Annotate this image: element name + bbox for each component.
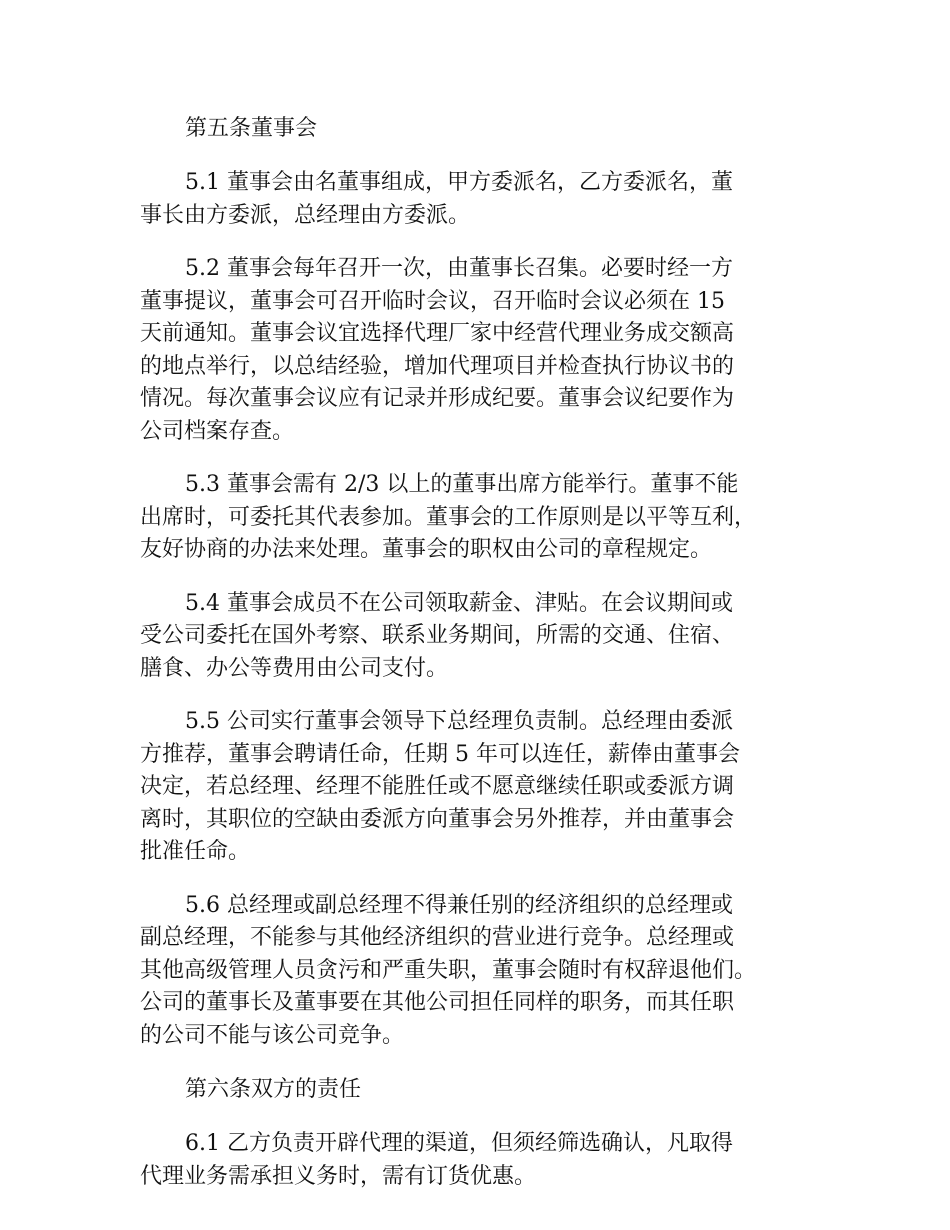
text-line: 出席时，可委托其代表参加。董事会的工作原则是以平等互利， [140,504,757,530]
paragraph-5-6 [140,890,830,1053]
paragraph-5-5 [140,706,830,869]
text-line: 5.3 董事会需有 2/3 以上的董事出席方能举行。董事不能 [185,472,739,497]
text-line: 情况。每次董事会议应有记录并形成纪要。董事会议纪要作为 [140,386,735,411]
text-line: 公司的董事长及董事要在其他公司担任同样的职务，而其任职 [140,990,735,1015]
text-line: 友好协商的办法来处理。董事会的职权由公司的章程规定。 [140,537,713,562]
paragraph-6-1 [140,1128,830,1193]
text-line: 5.2 董事会每年召开一次，由董事长召集。必要时经一方 [185,256,733,281]
text-line: 膳食、办公等费用由公司支付。 [140,655,449,681]
article-5-heading: 第五条董事会 [185,116,318,141]
text-line: 离时，其职位的空缺由委派方向董事会另外推荐，并由董事会 [140,806,735,832]
text-line: 其他高级管理人员贪污和严重失职，董事会随时有权辞退他们。 [140,957,757,983]
paragraph-5-2 [140,253,830,448]
document-page [140,112,830,1214]
text-line: 的地点举行，以总结经验，增加代理项目并检查执行协议书的 [140,353,735,379]
text-line: 5.6 总经理或副总经理不得兼任别的经济组织的总经理或 [185,892,733,918]
text-line: 代理业务需承担义务时，需有订货优惠。 [140,1163,537,1189]
paragraph-5-3 [140,469,830,567]
text-line: 5.5 公司实行董事会领导下总经理负责制。总经理由委派 [185,709,733,734]
text-line: 董事提议，董事会可召开临时会议，召开临时会议必须在 15 [140,288,725,314]
text-line: 方推荐，董事会聘请任命，任期 5 年可以连任，薪俸由董事会 [140,741,740,767]
paragraph-5-1 [140,167,830,232]
text-line: 公司档案存查。 [140,418,295,444]
text-line: 6.1 乙方负责开辟代理的渠道，但须经筛选确认，凡取得 [185,1131,733,1156]
paragraph-5-4 [140,588,830,686]
text-line: 受公司委托在国外考察、联系业务期间，所需的交通、住宿、 [140,623,735,648]
text-line: 5.4 董事会成员不在公司领取薪金、津贴。在会议期间或 [185,590,733,616]
text-line: 事长由方委派，总经理由方委派。 [140,202,471,228]
text-line: 决定，若总经理、经理不能胜任或不愿意继续任职或委派方调 [140,774,735,799]
article-6-heading: 第六条双方的责任 [185,1077,362,1102]
text-line: 批准任命。 [140,839,251,864]
text-line: 天前通知。董事会议宜选择代理厂家中经营代理业务成交额高 [140,321,735,346]
text-line: 副总经理，不能参与其他经济组织的营业进行竞争。总经理或 [140,925,735,950]
text-line: 5.1 董事会由名董事组成，甲方委派名，乙方委派名，董 [185,170,733,195]
text-line: 的公司不能与该公司竞争。 [140,1022,405,1048]
